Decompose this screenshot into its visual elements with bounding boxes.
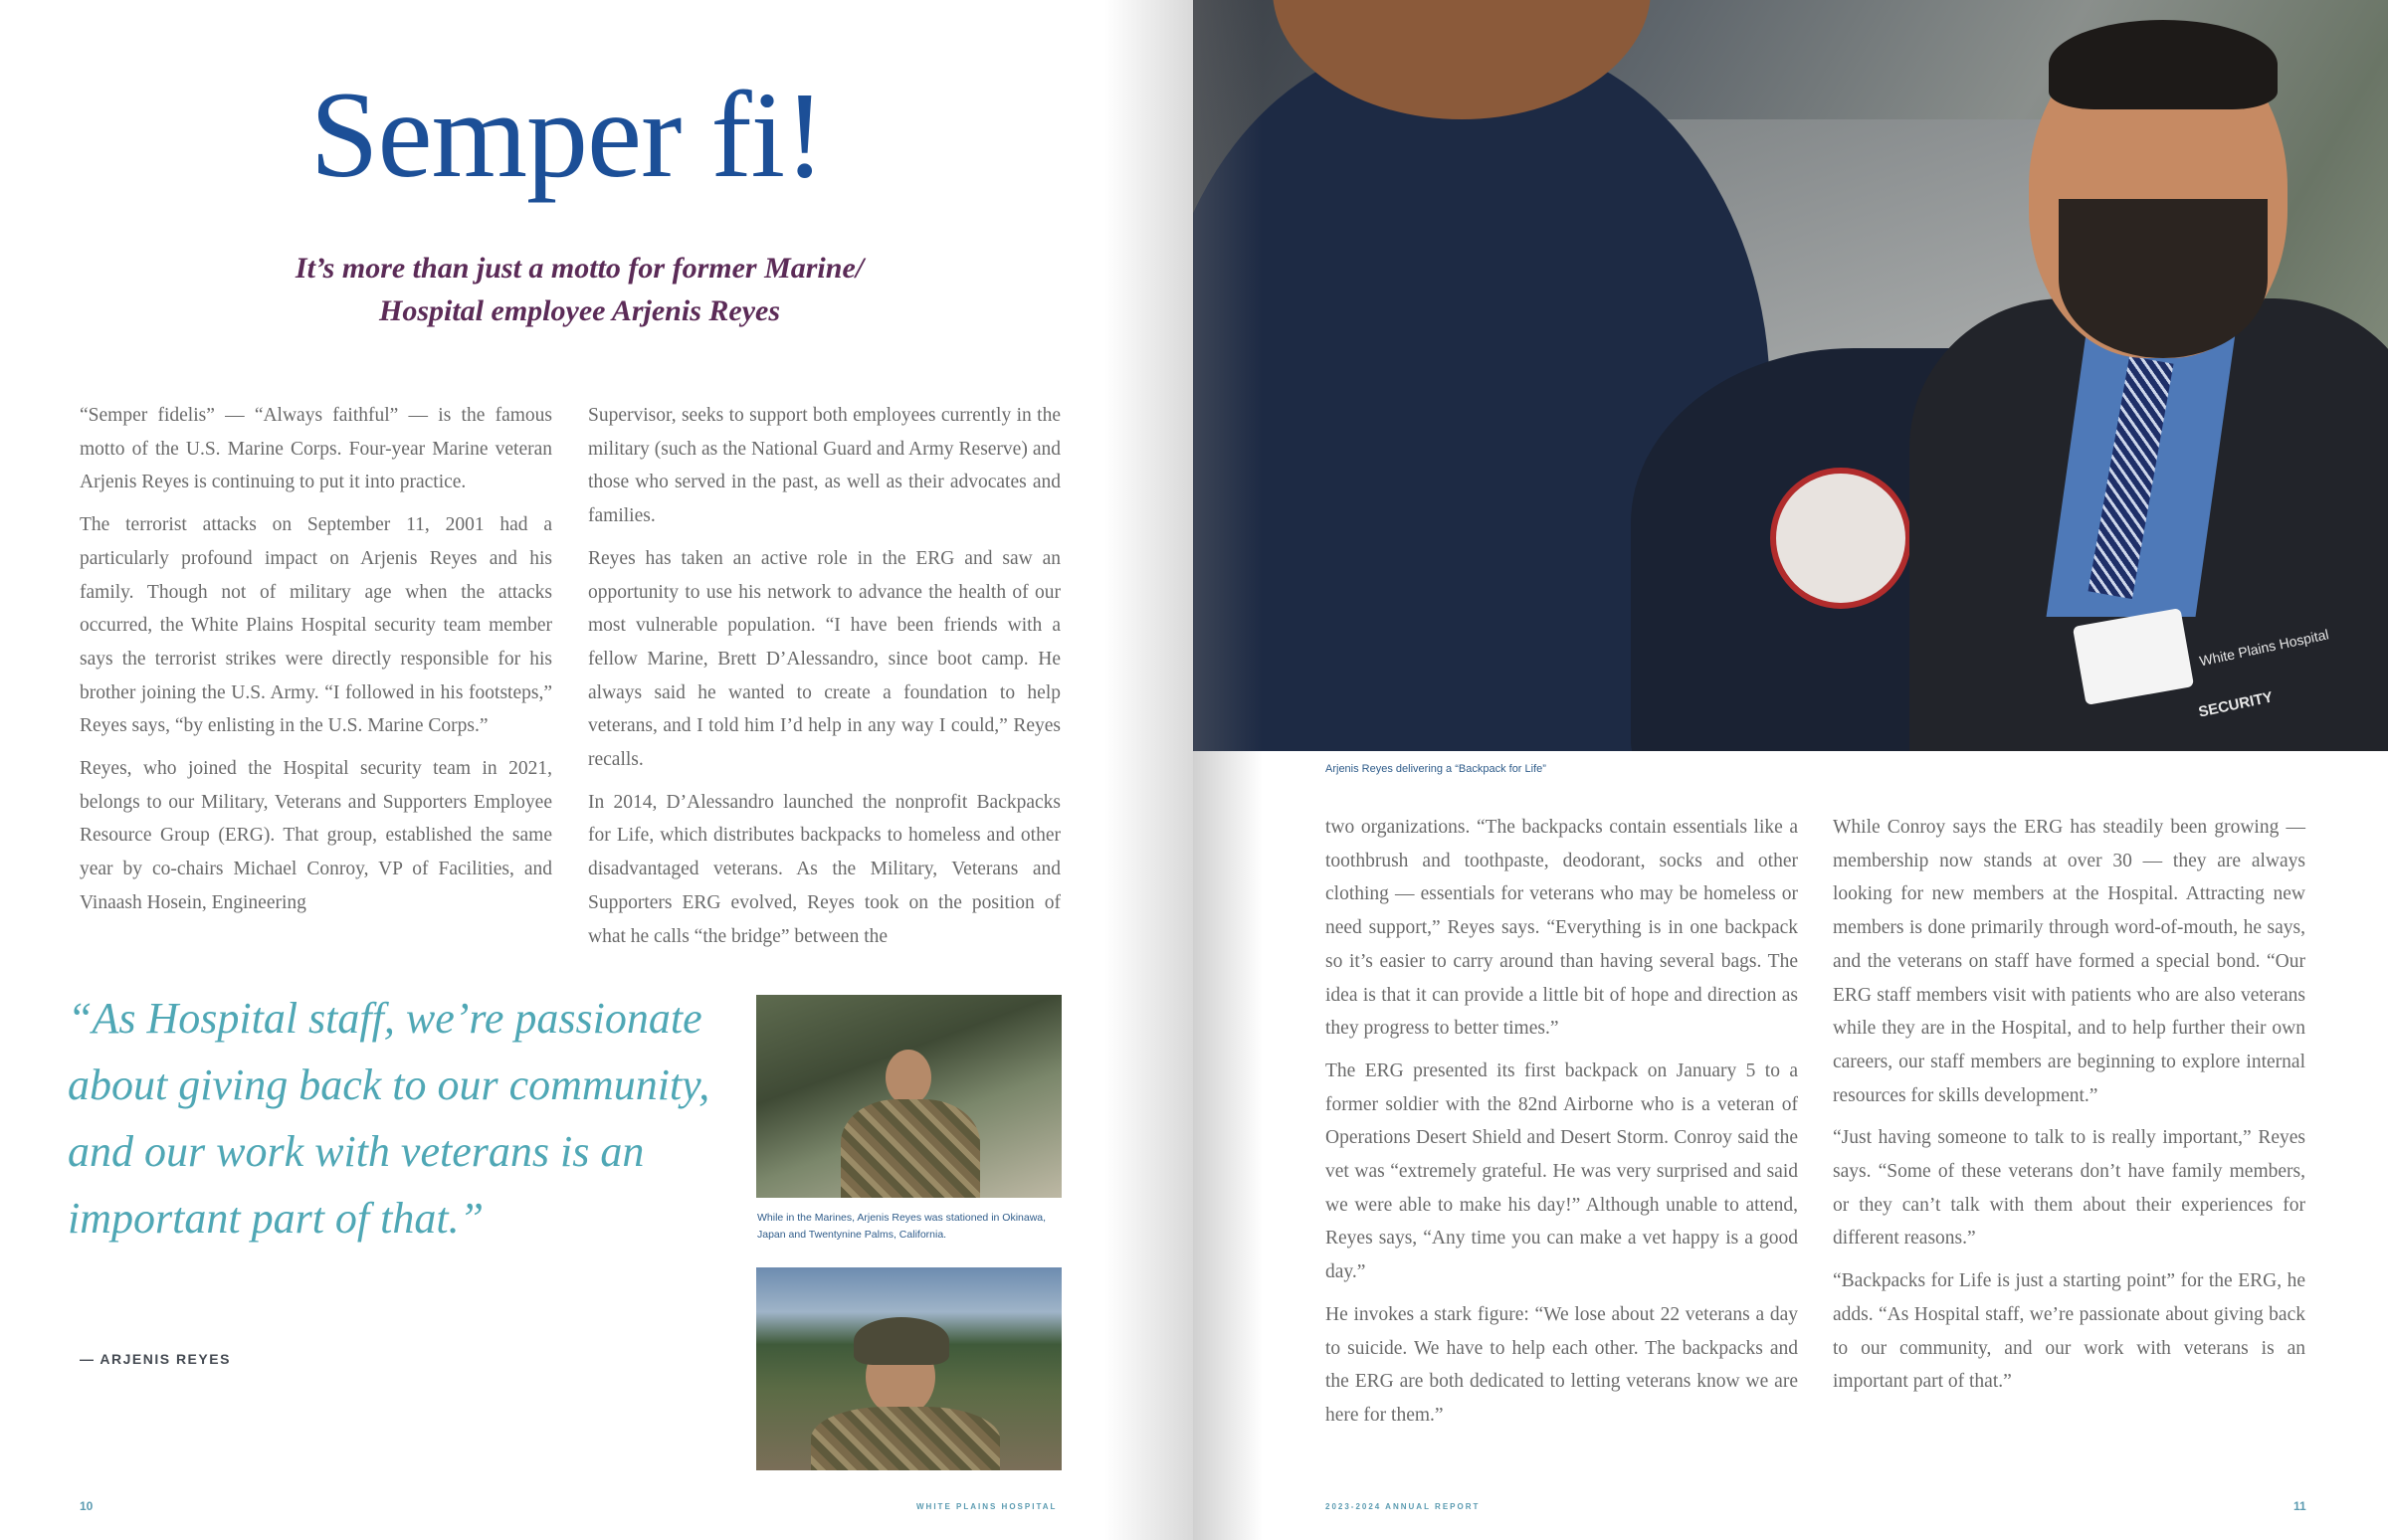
hero-photo xyxy=(1193,0,2388,751)
backpack-patch xyxy=(1770,468,1911,609)
paragraph: Supervisor, seeks to support both employees currently in the military (such as the National Guard and Army Reserve) and those who served in the past, as well as their advocates and families. xyxy=(588,405,1061,527)
right-page xyxy=(1193,0,2388,1540)
article-title: Semper fi! xyxy=(309,67,825,203)
photo-marine-helmet xyxy=(756,1267,1062,1470)
paragraph: Reyes, who joined the Hospital security team in 2021, belongs to our Military, Veterans and Supporters Employee Resource Group (ERG). That group, established the same year by co-chairs Michael Conroy, VP of Facilities, and Vinaash Hosein, Engineering xyxy=(80,758,552,913)
page-number-left: 10 xyxy=(80,1499,94,1513)
helmet xyxy=(854,1317,949,1365)
paragraph: Reyes has taken an active role in the ERG and saw an opportunity to use his network to advance the health of our most vulnerable population. “I have been friends with a fellow Marine, Brett D’Alessandro, since boot camp. He always said he wanted to create a foundation to help veterans, and I told him I’d help in any way I could,” Reyes recalls. xyxy=(588,547,1061,771)
soldier-head xyxy=(886,1050,931,1105)
paragraph: While Conroy says the ERG has steadily been growing — membership now stands at over 30 — they are always looking for new members at the Hospital. Attracting new members is done primarily through word-of-mouth, he says, and the veterans on staff have formed a special bond. “Our ERG staff members visit with patients who are also veterans while they are in the Hospital, and to help further their own careers, our staff members are beginning to explore internal resources for skills development.” xyxy=(1833,817,2305,1106)
subtitle-line-2: Hospital employee Arjenis Reyes xyxy=(379,294,780,327)
body-column-2 xyxy=(588,399,1061,962)
body-column-3 xyxy=(1325,811,1798,1442)
pull-quote-attribution: — ARJENIS REYES xyxy=(80,1351,231,1367)
paragraph: “Semper fidelis” — “Always faithful” — is the famous motto of the U.S. Marine Corps. Four-year Marine veteran Arjenis Reyes is continuing to put it into practice. xyxy=(80,405,552,493)
article-subtitle xyxy=(0,247,1159,332)
left-page xyxy=(0,0,1193,1540)
photo-caption: While in the Marines, Arjenis Reyes was stationed in Okinawa, Japan and Twentynine Palms, California. xyxy=(757,1212,1047,1241)
paragraph: “Backpacks for Life is just a starting point” for the ERG, he adds. “As Hospital staff, we’re passionate about giving back to our community, and our work with veterans is an important part of that.” xyxy=(1833,1270,2305,1393)
running-footer-right: 2023-2024 ANNUAL REPORT xyxy=(1325,1502,1481,1511)
paragraph: The terrorist attacks on September 11, 2001 had a particularly profound impact on Arjenis Reyes and his family. Though not of military age when the attacks occurred, the White Plains Hospital security team member says the terrorist strikes were directly responsible for his brother joining the U.S. Army. “I followed in his footsteps,” Reyes says, “by enlisting in the U.S. Marine Corps.” xyxy=(80,514,552,737)
body-column-4 xyxy=(1833,811,2305,1408)
hero-caption: Arjenis Reyes delivering a “Backpack for Life” xyxy=(1325,763,1546,775)
page-number-right: 11 xyxy=(2293,1499,2306,1513)
spine-shadow xyxy=(1104,0,1193,1540)
paragraph: The ERG presented its first backpack on January 5 to a former soldier with the 82nd Airborne who is a veteran of Operations Desert Shield and Desert Storm. Conroy said the vet was “extremely grateful. He was very surprised and said we were able to make his day!” Although unable to attend, Reyes says, “Any time you can make a vet happy is a good day.” xyxy=(1325,1059,1798,1283)
soldier-body xyxy=(841,1099,980,1198)
paragraph: “Just having someone to talk to is really important,” Reyes says. “Some of these veterans don’t have family members, or they can’t talk with them about their experiences for different reasons.” xyxy=(1833,1127,2305,1250)
reyes-beard xyxy=(2059,199,2268,358)
subtitle-line-1: It’s more than just a motto for former Marine/ xyxy=(295,252,865,285)
reyes-hair xyxy=(2049,20,2278,109)
pull-quote: “As Hospital staff, we’re passionate about giving back to our community, and our work with veterans is an important part of that.” xyxy=(68,994,710,1243)
jacket-logo: White Plains Hospital xyxy=(2198,626,2330,670)
soldier-body xyxy=(811,1407,1000,1470)
paragraph: He invokes a stark figure: “We lose about 22 veterans a day to suicide. We have to help each other. The backpacks and the ERG are both dedicated to letting veterans know we are here for them.” xyxy=(1325,1303,1798,1426)
paragraph: two organizations. “The backpacks contain essentials like a toothbrush and toothpaste, deodorant, socks and other clothing — essentials for veterans who may be homeless or need support,” Reyes says. “Everything is in one backpack so it’s easier to carry around than having several bags. The idea is that it can provide a little bit of hope and direction as they progress to better times.” xyxy=(1325,817,1798,1040)
body-column-1 xyxy=(80,399,552,929)
paragraph: In 2014, D’Alessandro launched the nonprofit Backpacks for Life, which distributes backpacks to homeless and other disadvantaged veterans. As the Military, Veterans and Supporters ERG evolved, Reyes took on the position of what he calls “the bridge” between the xyxy=(588,791,1061,947)
security-label: SECURITY xyxy=(2197,688,2275,721)
running-footer-left: WHITE PLAINS HOSPITAL xyxy=(916,1502,1058,1511)
photo-marine-camouflage xyxy=(756,995,1062,1198)
